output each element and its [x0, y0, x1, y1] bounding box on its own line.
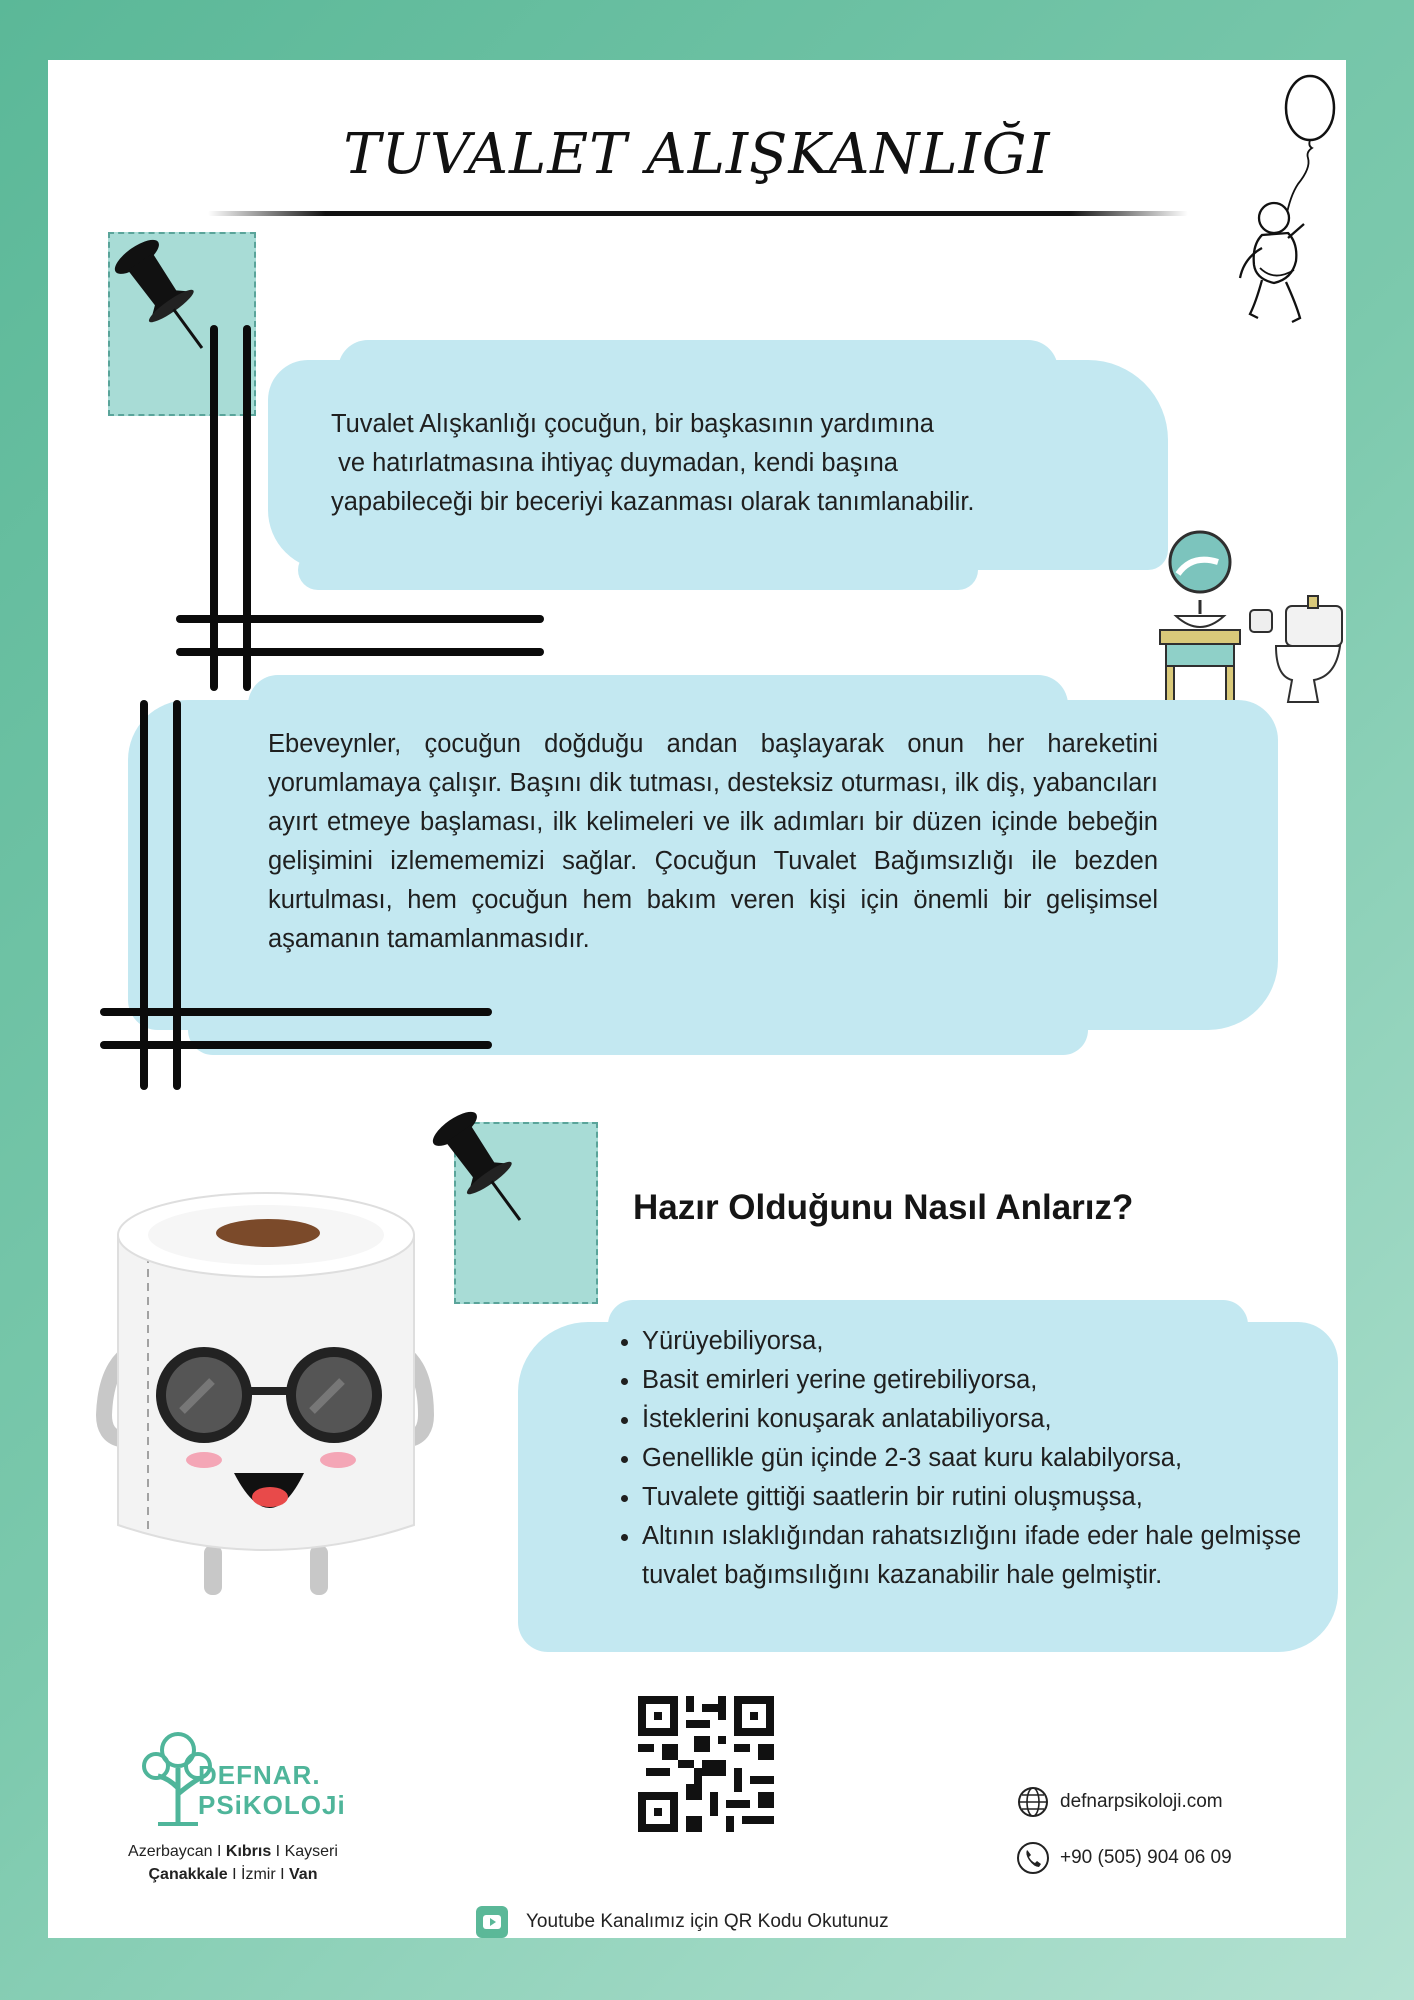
frame-bar: [243, 325, 251, 691]
intro-line: Tuvalet Alışkanlığı çocuğun, bir başkasının yardımına: [331, 410, 934, 438]
youtube-icon[interactable]: [476, 1906, 508, 1938]
brush-stroke-1b: [338, 340, 1058, 400]
list-item: • Tuvalete gittiği saatlerin bir rutini oluşmuşsa,: [642, 1478, 1348, 1517]
location-text: Çanakkale: [148, 1866, 228, 1883]
globe-icon: [1016, 1785, 1050, 1819]
location-separator: I: [212, 1843, 226, 1860]
location-text: Van: [289, 1866, 318, 1883]
logo-text-line1: DEFNAR.: [198, 1760, 321, 1790]
defnar-logo: [132, 1728, 352, 1838]
location-text: İzmir: [241, 1866, 276, 1883]
list-item: • İsteklerini konuşarak anlatabiliyorsa,: [642, 1400, 1348, 1439]
location-text: Azerbaycan: [128, 1843, 213, 1860]
push-pin-icon: [110, 232, 220, 362]
frame-bar: [140, 700, 148, 1090]
frame-bar: [173, 700, 181, 1090]
phone-contact[interactable]: [1016, 1841, 1232, 1875]
title-underline: [208, 211, 1188, 216]
qr-code[interactable]: [638, 1696, 774, 1832]
frame-bar: [176, 648, 544, 656]
location-separator: I: [271, 1843, 285, 1860]
website-text[interactable]: defnarpsikoloji.com: [1060, 1791, 1223, 1812]
balloon-child-illustration: [1224, 70, 1346, 344]
frame-bar: [210, 325, 218, 691]
bathroom-illustration: [1158, 530, 1346, 705]
toilet-paper-mascot-illustration: [86, 1175, 466, 1605]
phone-text[interactable]: +90 (505) 904 06 09: [1060, 1847, 1232, 1868]
locations-line-2: [108, 1863, 358, 1886]
page-title: TUVALET ALIŞKANLIĞI: [343, 122, 1051, 187]
frame-bar: [100, 1041, 492, 1049]
poster-card: [48, 60, 1346, 1938]
location-text: Kayseri: [284, 1843, 338, 1860]
list-item: • Basit emirleri yerine getirebiliyorsa,: [642, 1361, 1348, 1400]
push-pin-icon: [428, 1104, 538, 1234]
website-contact[interactable]: [1016, 1785, 1223, 1819]
frame-bar: [176, 615, 544, 623]
intro-line: yapabileceği bir beceriyi kazanması olarak tanımlanabilir.: [331, 488, 975, 516]
logo-text-line2: PSiKOLOJi: [198, 1790, 346, 1820]
list-item: • Genellikle gün içinde 2-3 saat kuru kalabilyorsa,: [642, 1439, 1348, 1478]
readiness-list: [608, 1322, 1348, 1595]
readiness-heading: Hazır Olduğunu Nasıl Anlarız?: [633, 1188, 1134, 1227]
frame-bar: [100, 1008, 492, 1016]
youtube-qr-note: [476, 1906, 889, 1938]
youtube-text: Youtube Kanalımız için QR Kodu Okutunuz: [526, 1911, 889, 1932]
intro-paragraph: [331, 405, 1151, 522]
locations: [108, 1840, 358, 1886]
list-item: • Yürüyebiliyorsa,: [642, 1322, 1348, 1361]
intro-line: ve hatırlatmasına ihtiyaç duymadan, kendi başına: [331, 449, 898, 477]
locations-line-1: [108, 1840, 358, 1863]
location-separator: I: [275, 1866, 290, 1883]
location-separator: I: [227, 1866, 242, 1883]
list-item: • Altının ıslaklığından rahatsızlığını ifade eder hale gelmişse tuvalet bağımsılığını kazanabilir hale gelmiştir.: [642, 1517, 1348, 1595]
parents-paragraph: Ebeveynler, çocuğun doğduğu andan başlayarak onun her hareketini yorumlamaya çalışır. Başını dik tutması, desteksiz oturması, ilk diş, yabancıları ayırt etmeye başlaması, ilk kelimeleri ve ilk adımları bir düzen içinde bebeğin gelişimini izlemememizi sağlar. Çocuğun Tuvalet Bağımsızlığı ile bezden kurtulması, hem çocuğun hem bakım veren kişi için önemli bir gelişimsel aşamanın tamamlanmasıdır.: [268, 730, 1158, 953]
phone-icon: [1016, 1841, 1050, 1875]
location-text: Kıbrıs: [225, 1843, 272, 1860]
brush-stroke-1c: [298, 550, 978, 590]
